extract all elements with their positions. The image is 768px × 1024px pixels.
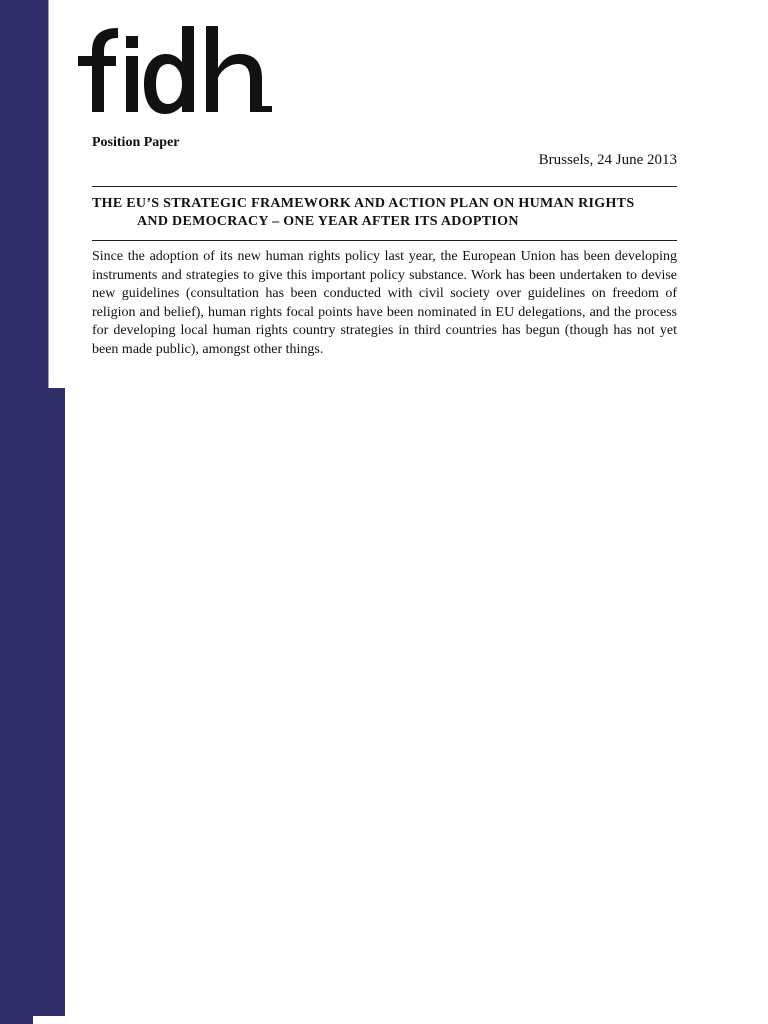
side-band-notch <box>48 0 65 388</box>
fidh-logo <box>78 22 278 116</box>
place-and-date: Brussels, 24 June 2013 <box>538 152 677 168</box>
side-band-edge-line <box>48 0 49 388</box>
title-line-2: AND DEMOCRACY – ONE YEAR AFTER ITS ADOPTION <box>137 214 519 229</box>
title-top-rule <box>92 186 677 187</box>
title-bottom-rule <box>92 240 677 241</box>
side-band-foot <box>33 1016 65 1024</box>
document-title <box>92 195 677 231</box>
document-type-label: Position Paper <box>92 135 180 150</box>
title-line-1: THE EU’S STRATEGIC FRAMEWORK AND ACTION PLAN ON HUMAN RIGHTS <box>92 196 635 211</box>
body-paragraph: Since the adoption of its new human rights policy last year, the European Union has been developing instruments and strategies to give this important policy substance. Work has been undertaken to devise new guidelines (consultation has been conducted with civil society over guidelines on freedom of religion and belief), human rights focal points have been nominated in EU delegations, and the process for developing local human rights country strategies in third countries has begun (though has not yet been made public), amongst other things. <box>92 249 677 357</box>
